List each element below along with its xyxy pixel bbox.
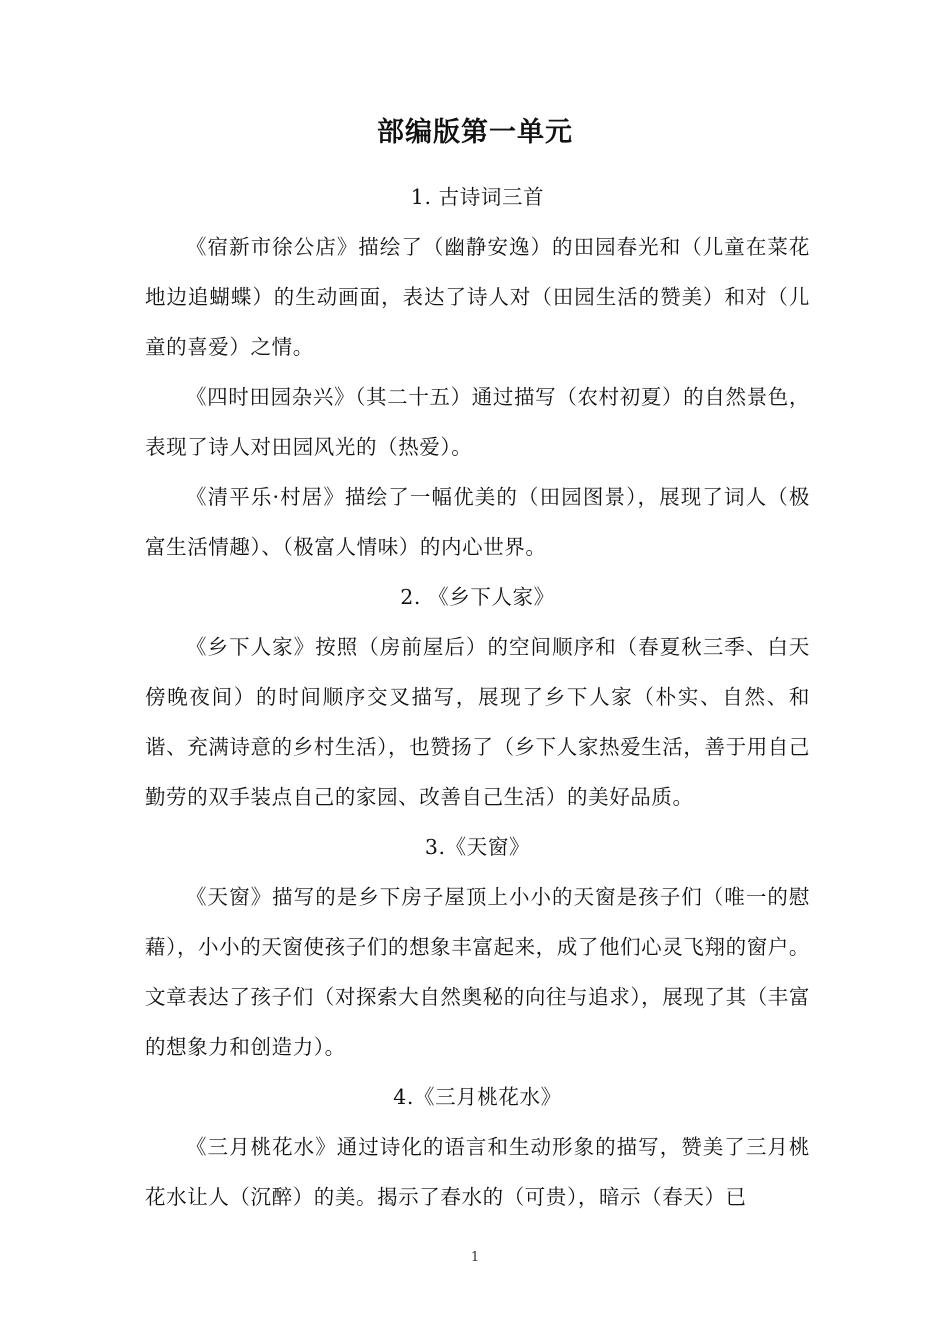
paragraph: 《三月桃花水》通过诗化的语言和生动形象的描写，赞美了三月桃花水让人（沉醉）的美。揭示了春水的（可贵），暗示（春天）已: [145, 1135, 810, 1209]
paragraph: 《四时田园杂兴》（其二十五）通过描写（农村初夏）的自然景色，表现了诗人对田园风光的（热爱）。: [145, 385, 810, 459]
section-peach-blossom-water: [145, 1072, 810, 1222]
section-heading: 2. 《乡下人家》: [400, 585, 555, 609]
paragraph: 《宿新市徐公店》描绘了（幽静安逸）的田园春光和（儿童在菜花地边追蝴蝶）的生动画面，表达了诗人对（田园生活的赞美）和对（儿童的喜爱）之情。: [145, 235, 810, 359]
section-heading: 3.《天窗》: [424, 835, 531, 859]
section-heading: 4.《三月桃花水》: [393, 1085, 562, 1109]
document-title: 部编版第一单元: [377, 117, 573, 148]
section-ancient-poems: [145, 172, 810, 572]
paragraph: 《清平乐·村居》描绘了一幅优美的（田园图景），展现了词人（极富生活情趣）、（极富人情味）的内心世界。: [145, 485, 810, 559]
document-body: [145, 172, 810, 1222]
section-skylight: [145, 822, 810, 1072]
page-number: 1: [470, 1250, 480, 1265]
section-heading: 1. 古诗词三首: [410, 185, 545, 209]
paragraph: 《乡下人家》按照（房前屋后）的空间顺序和（春夏秋三季、白天傍晚夜间）的时间顺序交叉描写，展现了乡下人家（朴实、自然、和谐、充满诗意的乡村生活），也赞扬了（乡下人家热爱生活，善于用自己勤劳的双手装点自己的家园、改善自己生活）的美好品质。: [145, 635, 810, 809]
section-country-homes: [145, 572, 810, 822]
paragraph: 《天窗》描写的是乡下房子屋顶上小小的天窗是孩子们（唯一的慰藉），小小的天窗使孩子们的想象丰富起来，成了他们心灵飞翔的窗户。文章表达了孩子们（对探索大自然奥秘的向往与追求），展现了其（丰富的想象力和创造力）。: [145, 885, 810, 1059]
